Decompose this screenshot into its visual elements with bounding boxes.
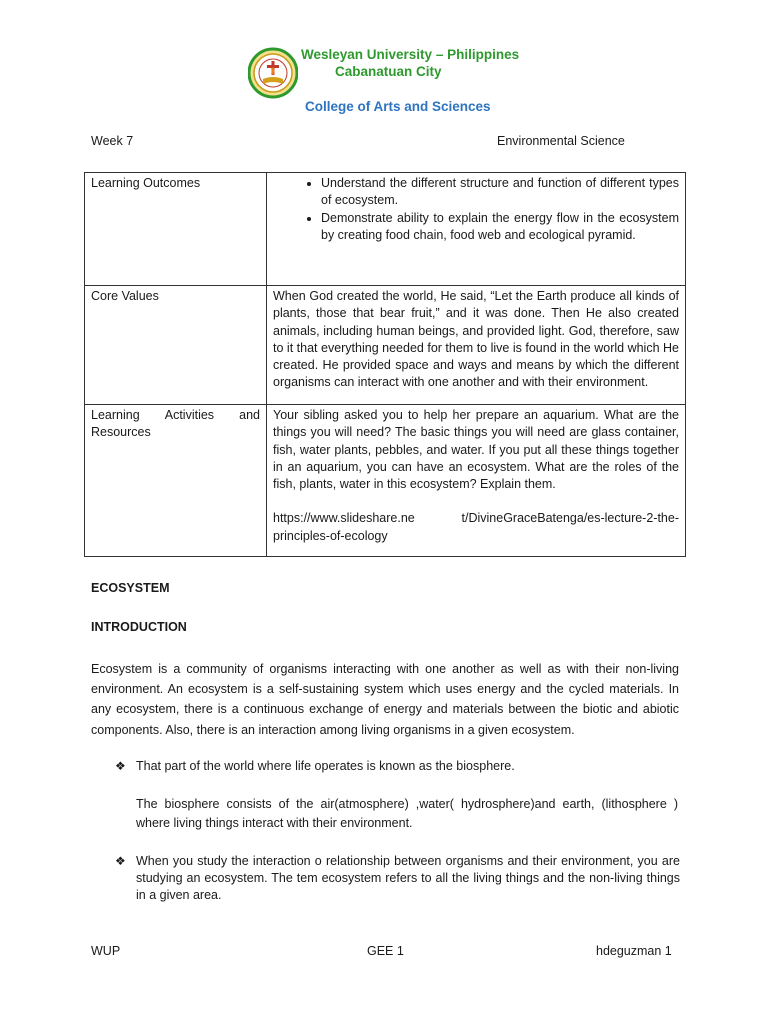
- outcomes-label: Learning Outcomes: [85, 173, 267, 286]
- list-item: • Understand the different structure and function of different types of ecosystem.: [321, 175, 679, 210]
- university-seal-icon: [248, 46, 298, 100]
- outcomes-list: [273, 175, 679, 244]
- bullet-subparagraph: The biosphere consists of the air(atmosphere) ,water( hydrosphere)and earth, (lithosphere ) where living things interact with their environment.: [136, 797, 678, 830]
- intro-paragraph: Ecosystem is a community of organisms interacting with one another as well as with their non-living environment. An ecosystem is a self-sustaining system which uses energy and the cycled materials. In any ecosystem, there is a continuous exchange of energy and materials between the biotic and abiotic components. Also, there is an interaction among living organisms in a given ecosystem.: [91, 662, 679, 737]
- heading-introduction: INTRODUCTION: [91, 620, 187, 634]
- table-row: [85, 173, 686, 286]
- activities-text: Your sibling asked you to help her prepare an aquarium. What are the things you will need? The basic things you will need are glass container, fish, water plants, pebbles, and water. If you put all these things together in an aquarium, you can have an ecosystem. What are the roles of the fish, plants, water in this ecosystem? Explain them.: [273, 408, 679, 492]
- bullet-text: When you study the interaction o relationship between organisms and their environment, you are studying an ecosystem. The tem ecosystem refers to all the living things and the non-living things in a given area.: [136, 854, 680, 902]
- list-item: • Demonstrate ability to explain the energy flow in the ecosystem by creating food chain, food web and ecological pyramid.: [321, 210, 679, 245]
- list-item: [115, 853, 680, 904]
- footer-right: hdeguzman 1: [596, 944, 672, 958]
- footer-center: GEE 1: [367, 944, 404, 958]
- subject-label: Environmental Science: [497, 134, 625, 148]
- diamond-bullet-icon: ❖: [115, 759, 126, 773]
- core-values-text: When God created the world, He said, “Let the Earth produce all kinds of plants, those that bear fruit,” and it was done. Then He also created animals, including human beings, and provided light. God, therefore, saw to it that everything needed for them to live is found in the world which He created. He provided space and ways and means by which the different organisms can interact with one another and with their environment.: [267, 286, 686, 405]
- university-name: Wesleyan University – Philippines: [301, 47, 520, 62]
- activities-label-word: and: [239, 408, 260, 422]
- resource-link-part[interactable]: https://www.slideshare.ne: [273, 511, 415, 526]
- resource-link-part[interactable]: t/DivineGraceBatenga/es-lecture-2-the-: [461, 511, 679, 526]
- resource-link-part[interactable]: principles-of-ecology: [273, 528, 388, 543]
- activities-label-word: Activities: [164, 408, 215, 422]
- diamond-bullet-icon: ❖: [115, 854, 126, 868]
- heading-ecosystem: ECOSYSTEM: [91, 581, 170, 595]
- footer-left: WUP: [91, 944, 121, 958]
- activities-label-word: Learning: [91, 408, 140, 422]
- activities-label-word: Resources: [91, 425, 151, 440]
- table-row: [85, 286, 686, 405]
- college-name: College of Arts and Sciences: [305, 99, 491, 114]
- table-row: [85, 405, 686, 557]
- bullet-text: That part of the world where life operates is known as the biosphere.: [136, 759, 515, 773]
- outcomes-cell: [267, 173, 686, 286]
- activities-cell: [267, 405, 686, 557]
- week-label: Week 7: [91, 134, 134, 148]
- core-values-label: Core Values: [85, 286, 267, 405]
- list-item: [115, 759, 680, 773]
- activities-label: [85, 405, 267, 557]
- resource-link[interactable]: [273, 510, 679, 545]
- university-city: Cabanatuan City: [335, 64, 442, 79]
- learning-info-table: [84, 172, 686, 557]
